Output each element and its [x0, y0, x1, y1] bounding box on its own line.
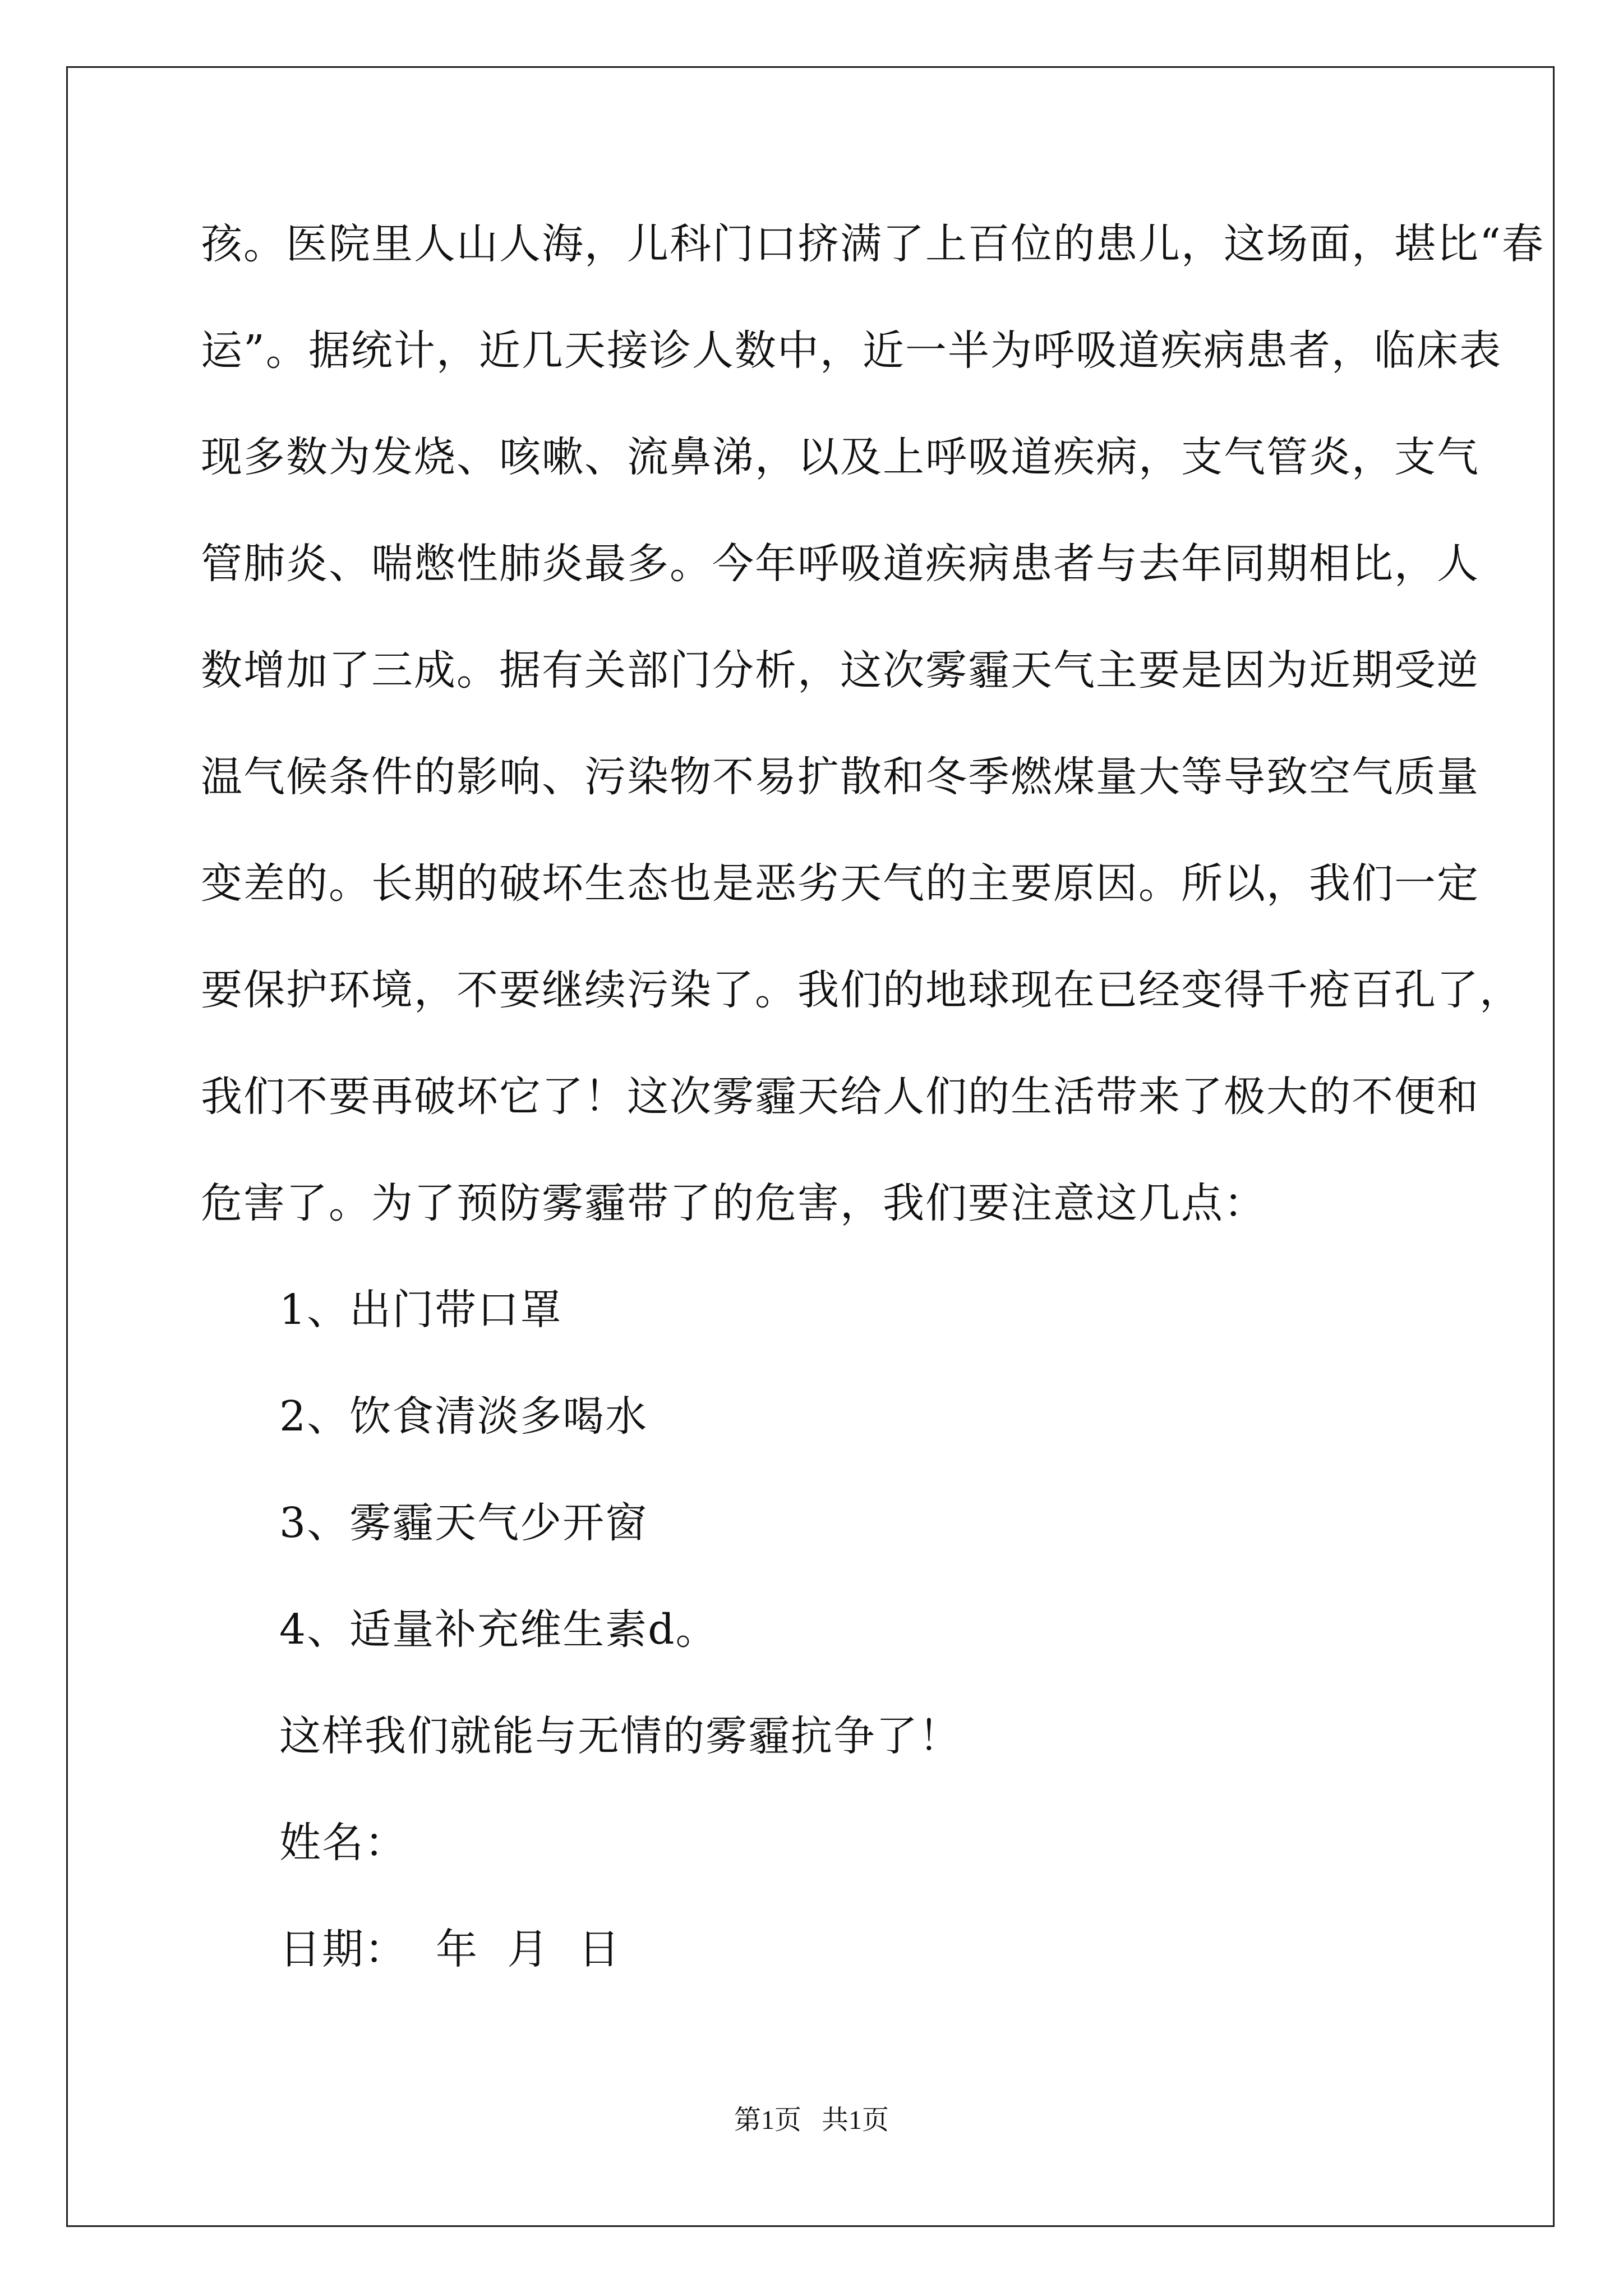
page-border — [66, 66, 1555, 2227]
page-number: 第1页 共1页 — [734, 2105, 889, 2135]
paragraph-line: 要保护环境，不要继续污染了。我们的地球现在已经变得千疮百孔了， — [201, 966, 1522, 1014]
paragraph-line: 我们不要再破坏它了！这次雾霾天给人们的生活带来了极大的不便和 — [201, 1073, 1479, 1121]
paragraph-line: 数增加了三成。据有关部门分析，这次雾霾天气主要是因为近期受逆 — [201, 646, 1479, 694]
paragraph-line: 温气候条件的影响、污染物不易扩散和冬季燃煤量大等导致空气质量 — [201, 753, 1479, 801]
list-item: 3、雾霾天气少开窗 — [279, 1499, 648, 1547]
paragraph-line: 危害了。为了预防雾霾带了的危害，我们要注意这几点： — [201, 1179, 1266, 1227]
list-item: 2、饮食清淡多喝水 — [279, 1392, 648, 1441]
paragraph-line: 现多数为发烧、咳嗽、流鼻涕，以及上呼吸道疾病，支气管炎，支气 — [201, 433, 1479, 481]
list-item: 4、适量补充维生素d。 — [279, 1605, 718, 1654]
date-label: 日期： 年 月 日 — [279, 1925, 621, 1973]
paragraph-line: 变差的。长期的破坏生态也是恶劣天气的主要原因。所以，我们一定 — [201, 859, 1479, 908]
closing-line: 这样我们就能与无情的雾霾抗争了！ — [279, 1712, 961, 1760]
name-label: 姓名： — [279, 1819, 407, 1867]
paragraph-line: 运”。据统计，近几天接诊人数中，近一半为呼吸道疾病患者，临床表 — [201, 326, 1502, 375]
paragraph-line: 孩。医院里人山人海，儿科门口挤满了上百位的患儿，这场面，堪比“春 — [201, 220, 1544, 268]
list-item: 1、出门带口罩 — [279, 1286, 563, 1334]
paragraph-line: 管肺炎、喘憋性肺炎最多。今年呼吸道疾病患者与去年同期相比，人 — [201, 540, 1479, 588]
